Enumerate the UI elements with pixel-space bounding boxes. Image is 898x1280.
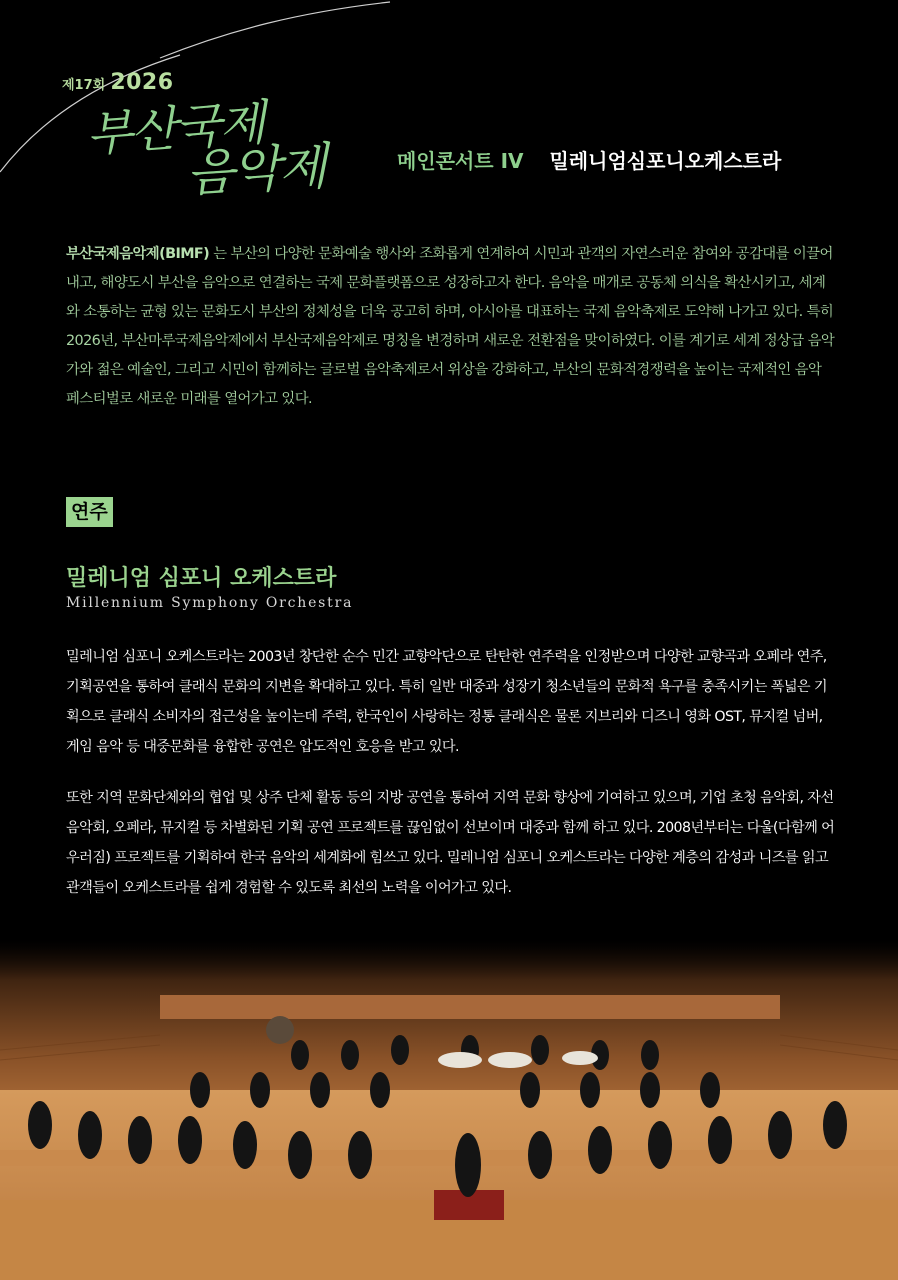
intro-text: 는 부산의 다양한 문화예술 행사와 조화롭게 연계하여 시민과 관객의 자연스러운 참여와 공감대를 이끌어내고, 해양도시 부산을 음악으로 연결하는 국제 문화플랫폼으로 성장하고자 한다. 음악을 매개로 공동체 의식을 확산시키고, 세계와 소통하는 균형 있는 문화도시 부산의 정체성을 더욱 공고히 하며, 아시아를 대표하는 국제 음악축제로 도약해 나가고 있다. 특히 2026년, 부산마루국제음악제에서 부산국제음악제로 명칭을 변경하며 새로운 전환점을 맞이하였다. 이를 계기로 세계 정상급 음악가와 젊은 예술인, 그리고 시민이 함께하는 글로벌 음악축제로서 위상을 강화하고, 부산의 문화적경쟁력을 높이는 국제적인 음악 페스티벌로 새로운 미래를 열어가고 있다. xyxy=(66,246,835,407)
festival-year: 2026 xyxy=(110,70,174,95)
concert-heading xyxy=(397,145,781,174)
concert-label: 메인콘서트 IV xyxy=(397,149,524,173)
section-label-performance: 연주 xyxy=(66,497,113,527)
festival-logo xyxy=(84,88,376,203)
orchestra-title: 밀레니엄심포니오케스트라 xyxy=(549,149,782,173)
logo-text-line1: 부산국제 xyxy=(84,94,266,164)
performer-name-english: Millennium Symphony Orchestra xyxy=(66,595,354,611)
edition-label: 제17회 xyxy=(62,78,106,93)
performer-bio-paragraph-2: 또한 지역 문화단체와의 협업 및 상주 단체 활동 등의 지방 공연을 통하여 지역 문화 향상에 기여하고 있으며, 기업 초청 음악회, 자선 음악회, 오페라, 뮤지컬 등 차별화된 기획 공연 프로젝트를 끊임없이 선보이며 대중과 함께 하고 있다. 2008년부터는 다울(다함께 어우러짐) 프로젝트를 기획하여 한국 음악의 세계화에 힘쓰고 있다. 밀레니엄 심포니 오케스트라는 다양한 계층의 감성과 니즈를 읽고 관객들이 오케스트라를 쉽게 경험할 수 있도록 최선의 노력을 이어가고 있다. xyxy=(66,790,835,896)
performer-name-korean: 밀레니엄 심포니 오케스트라 xyxy=(66,566,337,591)
orchestra-photo xyxy=(0,940,898,1280)
performer-bio-paragraph-1: 밀레니엄 심포니 오케스트라는 2003년 창단한 순수 민간 교향악단으로 탄탄한 연주력을 인정받으며 다양한 교향곡과 오페라 연주, 기획공연을 통하여 클래식 문화의 지변을 확대하고 있다. 특히 일반 대중과 성장기 청소년들의 문화적 욕구를 충족시키는 폭넓은 기획으로 클래식 소비자의 접근성을 높이는데 주력, 한국인이 사랑하는 정통 클래식은 물론 지브리와 디즈니 영화 OST, 뮤지컬 넘버, 게임 음악 등 대중문화를 융합한 공연은 압도적인 호응을 받고 있다. xyxy=(66,649,828,755)
intro-lead: 부산국제음악제(BIMF) xyxy=(66,246,210,262)
festival-intro xyxy=(66,240,836,414)
logo-text-line2: 음악제 xyxy=(184,137,327,203)
